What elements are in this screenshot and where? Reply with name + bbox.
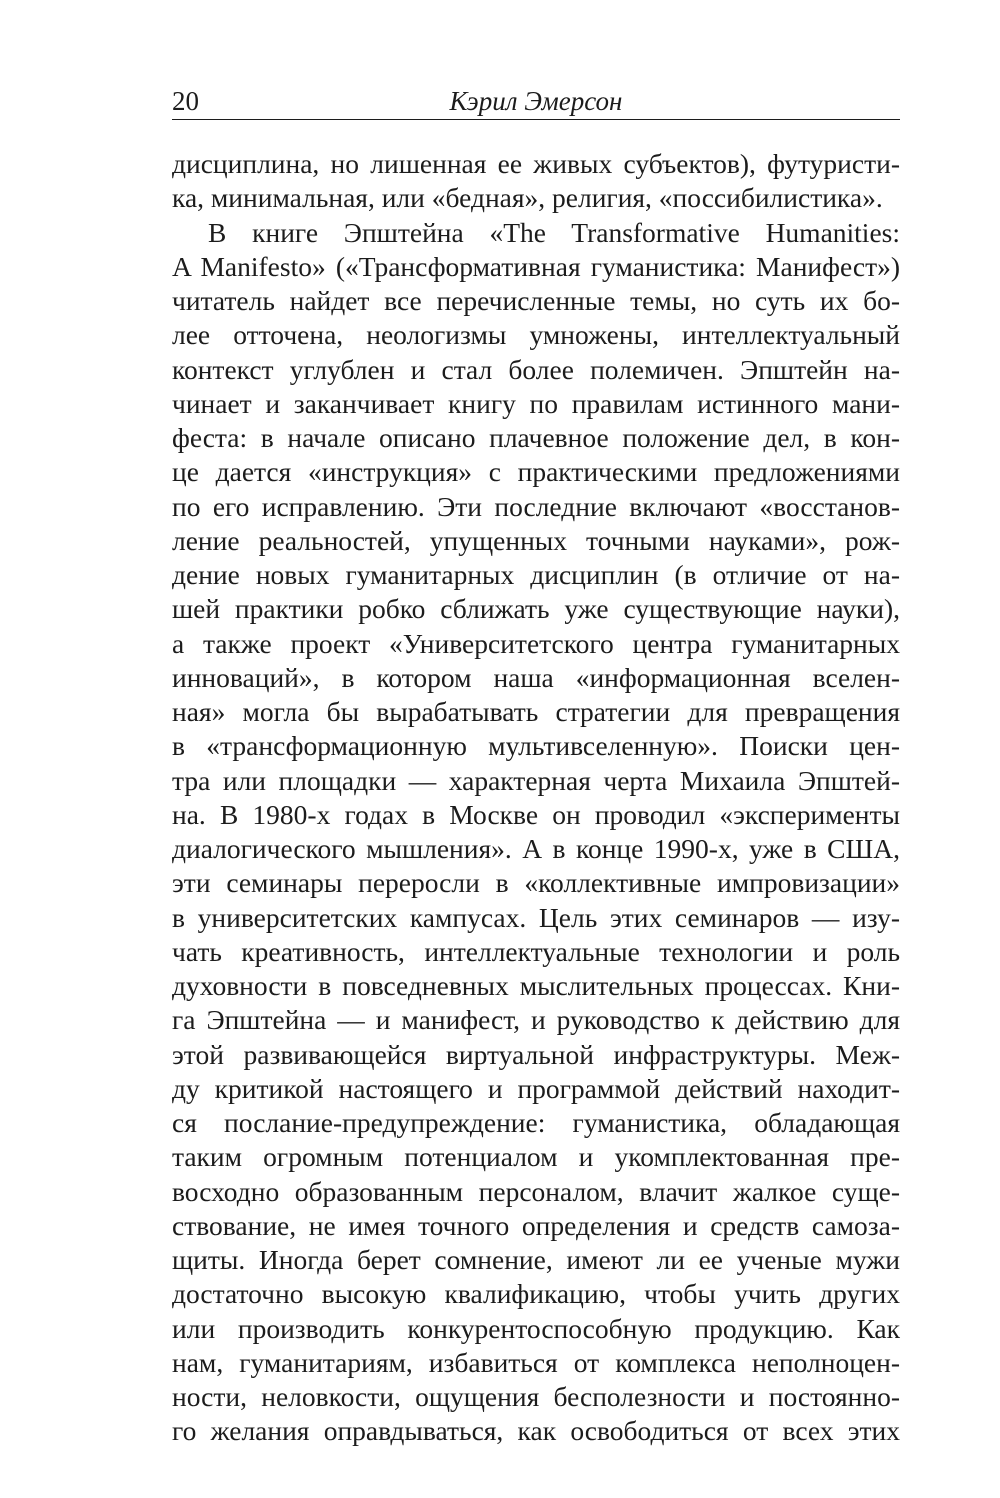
- text-line: дение новых гуманитарных дисциплин (в отличие от на-: [172, 559, 900, 590]
- text-line: дисциплина, но лишенная ее живых субъектов), футуристи-: [172, 148, 900, 179]
- text-line: или производить конкурентоспособную продукцию. Как: [172, 1312, 900, 1344]
- body-text: [172, 147, 900, 1449]
- text-line: шей практики робко сближать уже существующие науки),: [172, 593, 900, 625]
- text-line: ности, неловкости, ощущения бесполезности и постоянно-: [172, 1381, 900, 1412]
- text-line: диалогического мышления». А в конце 1990-х, уже в США,: [172, 833, 900, 864]
- text-line: тра или площадки — характерная черта Михаила Эпштей-: [172, 764, 900, 796]
- text-line: A Manifesto» («Трансформативная гуманистика: Манифест»): [172, 250, 900, 282]
- text-line: инноваций», в котором наша «информационная вселен-: [172, 661, 900, 693]
- text-line: по его исправлению. Эти последние включают «восстанов-: [172, 490, 900, 522]
- text-line: в университетских кампусах. Цель этих семинаров — изу-: [172, 901, 900, 933]
- text-line: читатель найдет все перечисленные темы, но суть их бо-: [172, 285, 900, 316]
- header-rule: [172, 119, 900, 120]
- text-line: феста: в начале описано плачевное положение дел, в кон-: [172, 422, 900, 453]
- text-line: таким огромным потенциалом и укомплектованная пре-: [172, 1141, 900, 1173]
- text-line: чать креативность, интеллектуальные технологии и роль: [172, 935, 900, 967]
- text-line: га Эпштейна — и манифест, и руководство к действию для: [172, 1004, 900, 1036]
- text-line: ся послание-предупреждение: гуманистика, обладающая: [172, 1107, 900, 1138]
- text-line: ду критикой настоящего и программой действий находит-: [172, 1072, 900, 1104]
- text-line: эти семинары переросли в «коллективные импровизации»: [172, 867, 900, 899]
- running-header: [172, 86, 900, 116]
- text-line: це дается «инструкция» с практическими предложениями: [172, 456, 900, 488]
- text-line: в «трансформационную мультивселенную». Поиски цен-: [172, 730, 900, 762]
- text-line: достаточно высокую квалификацию, чтобы учить других: [172, 1278, 900, 1310]
- text-line: чинает и заканчивает книгу по правилам истинного мани-: [172, 387, 900, 419]
- text-line: ка, минимальная, или «бедная», религия, «поссибилистика».: [172, 182, 883, 214]
- author-name-header: Кэрил Эмерсон: [449, 86, 623, 116]
- text-line: восходно образованным персоналом, влачит жалкое суще-: [172, 1175, 900, 1207]
- text-line: контекст углублен и стал более полемичен. Эпштейн на-: [172, 353, 900, 385]
- text-line: на. В 1980-х годах в Москве он проводил «эксперименты: [172, 798, 900, 830]
- text-line: ление реальностей, упущенных точными науками», рож-: [172, 524, 900, 556]
- text-line: В книге Эпштейна «The Transformative Humanities:: [208, 216, 900, 248]
- text-line: ствование, не имея точного определения и средств самоза-: [172, 1209, 900, 1241]
- text-line: ная» могла бы вырабатывать стратегии для превращения: [172, 696, 900, 727]
- text-line: духовности в повседневных мыслительных процессах. Кни-: [172, 970, 900, 1001]
- text-line: а также проект «Университетского центра гуманитарных: [172, 627, 900, 659]
- text-line: го желания оправдываться, как освободиться от всех этих: [172, 1415, 900, 1447]
- text-line: щиты. Иногда берет сомнение, имеют ли ее ученые мужи: [172, 1244, 900, 1275]
- text-line: нам, гуманитариям, избавиться от комплекса неполноцен-: [172, 1346, 900, 1378]
- text-line: этой развивающейся виртуальной инфраструктуры. Меж-: [172, 1038, 900, 1070]
- text-line: лее отточена, неологизмы умножены, интеллектуальный: [172, 319, 900, 351]
- page-number: 20: [172, 86, 199, 116]
